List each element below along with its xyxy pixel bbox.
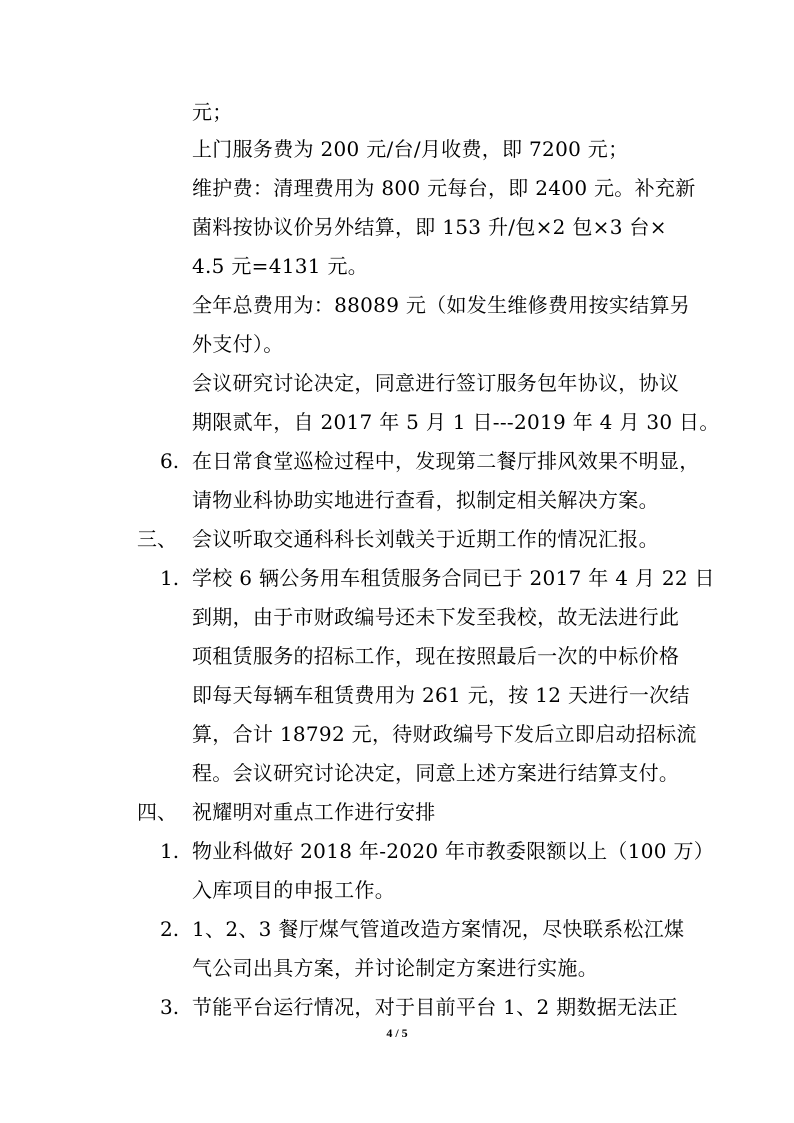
text-line: 在日常食堂巡检过程中，发现第二餐厅排风效果不明显，: [192, 449, 700, 473]
text-line: 入库项目的申报工作。: [192, 878, 395, 902]
list-number: 3.: [160, 995, 180, 1019]
list-number: 2.: [160, 917, 180, 941]
text-line: 学校 6 辆公务用车租赁服务合同已于 2017 年 4 月 22 日: [192, 566, 715, 590]
text-line: 即每天每辆车租赁费用为 261 元，按 12 天进行一次结: [192, 683, 690, 707]
text-line: 气公司出具方案，并讨论制定方案进行实施。: [192, 956, 598, 980]
text-line: 到期，由于市财政编号还未下发至我校，故无法进行此: [192, 605, 680, 629]
list-number: 1.: [160, 839, 180, 863]
page-number: 4 / 5: [386, 1026, 408, 1040]
section-heading: 祝耀明对重点工作进行安排: [192, 800, 436, 824]
section-number: 四、: [137, 800, 177, 824]
text-line: 节能平台运行情况，对于目前平台 1、2 期数据无法正: [192, 995, 678, 1019]
text-line: 请物业科协助实地进行查看，拟制定相关解决方案。: [192, 488, 659, 512]
text-line: 程。会议研究讨论决定，同意上述方案进行结算支付。: [192, 761, 680, 785]
text-line: 外支付）。: [192, 332, 284, 356]
text-line: 4.5 元=4131 元。: [192, 254, 369, 278]
section-number: 三、: [137, 527, 177, 551]
text-line: 物业科做好 2018 年-2020 年市教委限额以上（100 万）: [192, 839, 715, 863]
text-line: 期限贰年，自 2017 年 5 月 1 日---2019 年 4 月 30 日。: [192, 410, 720, 434]
text-line: 维护费：清理费用为 800 元每台，即 2400 元。补充新: [192, 176, 696, 200]
text-line: 算，合计 18792 元，待财政编号下发后立即启动招标流: [192, 722, 697, 746]
list-number: 1.: [160, 566, 180, 590]
text-line: 菌料按协议价另外结算，即 153 升/包×2 包×3 台×: [192, 215, 667, 239]
text-line: 1、2、3 餐厅煤气管道改造方案情况，尽快联系松江煤: [192, 917, 685, 941]
text-line: 元；: [192, 100, 233, 124]
section-heading: 会议听取交通科科长刘戟关于近期工作的情况汇报。: [192, 527, 659, 551]
text-line: 会议研究讨论决定，同意进行签订服务包年协议，协议: [192, 371, 680, 395]
text-line: 全年总费用为：88089 元（如发生维修费用按实结算另: [192, 293, 691, 317]
text-line: 项租赁服务的招标工作，现在按照最后一次的中标价格: [192, 644, 680, 668]
list-number: 6.: [160, 449, 180, 473]
text-line: 上门服务费为 200 元/台/月收费，即 7200 元；: [192, 137, 629, 161]
